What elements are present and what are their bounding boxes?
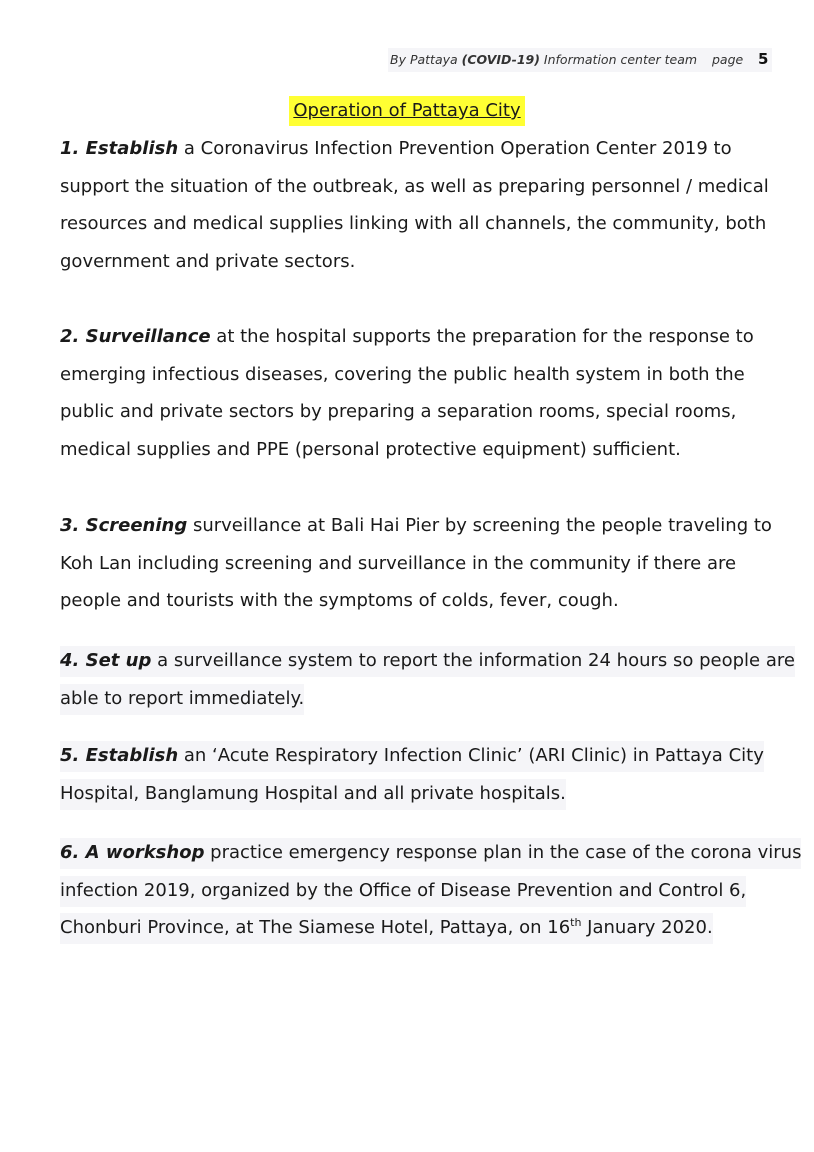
date-superscript: th bbox=[570, 916, 582, 929]
item-2: 2. Surveillance at the hospital supports the preparation for the response to emerging infectious diseases, covering the public health system in both the public and private sectors by preparing a separation rooms, special rooms, medical supplies and PPE (personal protective equipment) sufficient. bbox=[60, 326, 754, 460]
item-3: 3. Screening surveillance at Bali Hai Pier by screening the people traveling to Koh Lan including screening and surveillance in the community if there are people and tourists with the symptoms of colds, fever, cough. bbox=[60, 515, 772, 611]
item-4: 4. Set up a surveillance system to report the information 24 hours so people are able to report immediately. bbox=[60, 642, 795, 717]
page-title: Operation of Pattaya City bbox=[289, 96, 524, 126]
item-lead: 2. Surveillance bbox=[60, 326, 211, 347]
item-6: 6. A workshop practice emergency response plan in the case of the corona virus infection 2019, organized by the Office of Disease Prevention and Control 6, Chonburi Province, at The Siamese Hotel, Pattaya, on 16th January 2020. bbox=[60, 834, 801, 947]
item-lead: 5. Establish bbox=[60, 745, 179, 766]
item-lead: 4. Set up bbox=[60, 650, 152, 671]
page-header bbox=[388, 48, 772, 72]
item-lead: 6. A workshop bbox=[60, 842, 205, 863]
page-number: 5 bbox=[758, 50, 769, 68]
item-1: 1. Establish a Coronavirus Infection Prevention Operation Center 2019 to support the situation of the outbreak, as well as preparing personnel / medical resources and medical supplies linking with all channels, the community, both government and private sectors. bbox=[60, 138, 769, 272]
page-label: page bbox=[712, 52, 744, 67]
header-credit: By Pattaya (COVID-19) Information center team bbox=[390, 52, 698, 67]
item-lead: 1. Establish bbox=[60, 138, 179, 159]
item-5: 5. Establish an ‘Acute Respiratory Infection Clinic’ (ARI Clinic) in Pattaya City Hospital, Banglamung Hospital and all private hospitals. bbox=[60, 737, 764, 812]
item-lead: 3. Screening bbox=[60, 515, 188, 536]
title-wrapper bbox=[0, 96, 814, 126]
